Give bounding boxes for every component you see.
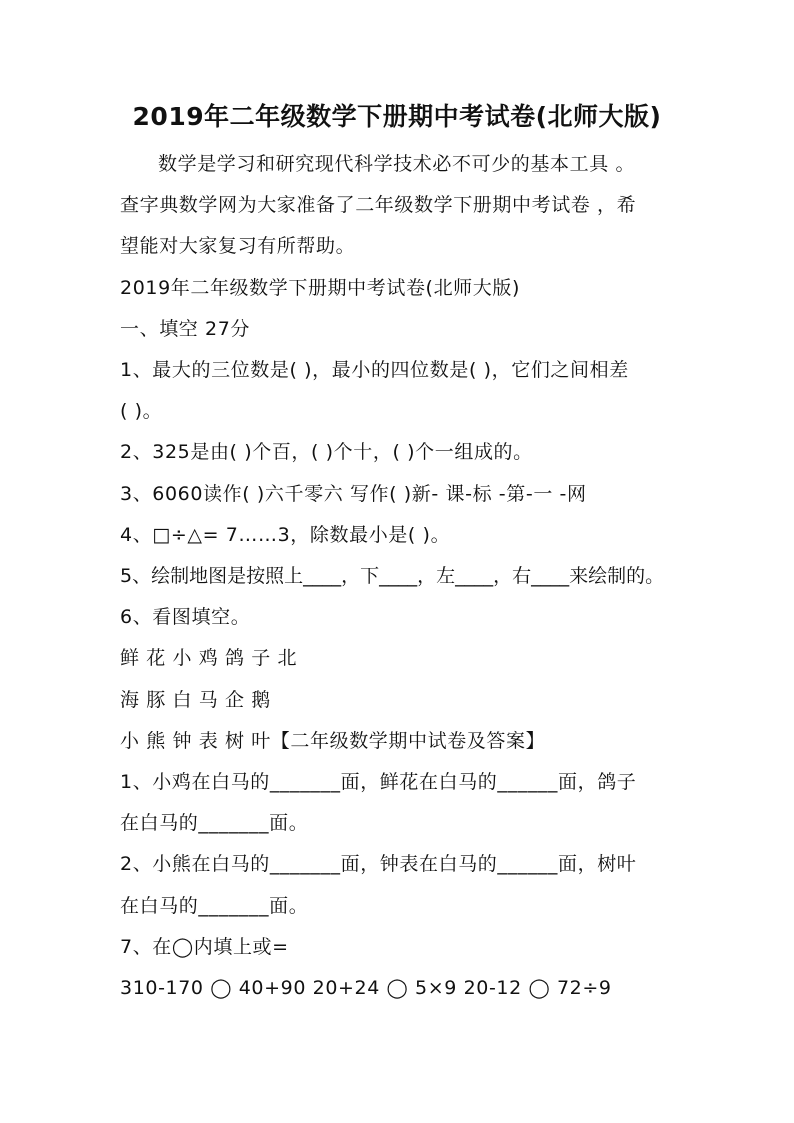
document-body [120,144,676,1009]
question-1-line-1: 1、最大的三位数是( )，最小的四位数是( )，它们之间相差 [120,359,629,382]
section-title: 2019年二年级数学下册期中考试卷(北师大版) [120,276,520,299]
question-6-1-line-1: 1、小鸡在白马的_______面，鲜花在白马的______面，鸽子 [120,771,637,794]
grid-row-3: 小 熊 钟 表 树 叶【二年级数学期中试卷及答案】 [120,729,546,752]
document-title: 2019年二年级数学下册期中考试卷(北师大版) [132,102,662,131]
part-heading: 一、填空 27分 [120,317,251,340]
intro-line-2: 查字典数学网为大家准备了二年级数学下册期中考试卷 ，希 [120,194,637,217]
question-7-items: 310-170 ◯ 40+90 20+24 ◯ 5×9 20-12 ◯ 72÷9 [120,977,612,1000]
grid-row-2: 海 豚 白 马 企 鹅 [120,688,271,711]
question-5: 5、绘制地图是按照上____，下____，左____，右____来绘制的。 [120,565,665,588]
question-6: 6、看图填空。 [120,606,251,629]
question-3: 3、6060读作( )六千零六 写作( )新- 课-标 -第-一 -网 [120,482,587,505]
question-1-line-2: ( )。 [120,400,163,423]
question-7: 7、在◯内填上或= [120,935,289,958]
question-6-1-line-2: 在白马的_______面。 [120,812,309,835]
question-4: 4、□÷△= 7……3，除数最小是( )。 [120,523,451,546]
question-6-2-line-2: 在白马的_______面。 [120,894,309,917]
intro-line-1: 数学是学习和研究现代科学技术必不可少的基本工具 。 [158,153,636,175]
grid-row-1: 鲜 花 小 鸡 鸽 子 北 [120,647,298,670]
question-6-2-line-1: 2、小熊在白马的_______面，钟表在白马的______面，树叶 [120,853,637,876]
question-2: 2、325是由( )个百，( )个十，( )个一组成的。 [120,441,533,464]
intro-line-3: 望能对大家复习有所帮助。 [120,235,356,258]
